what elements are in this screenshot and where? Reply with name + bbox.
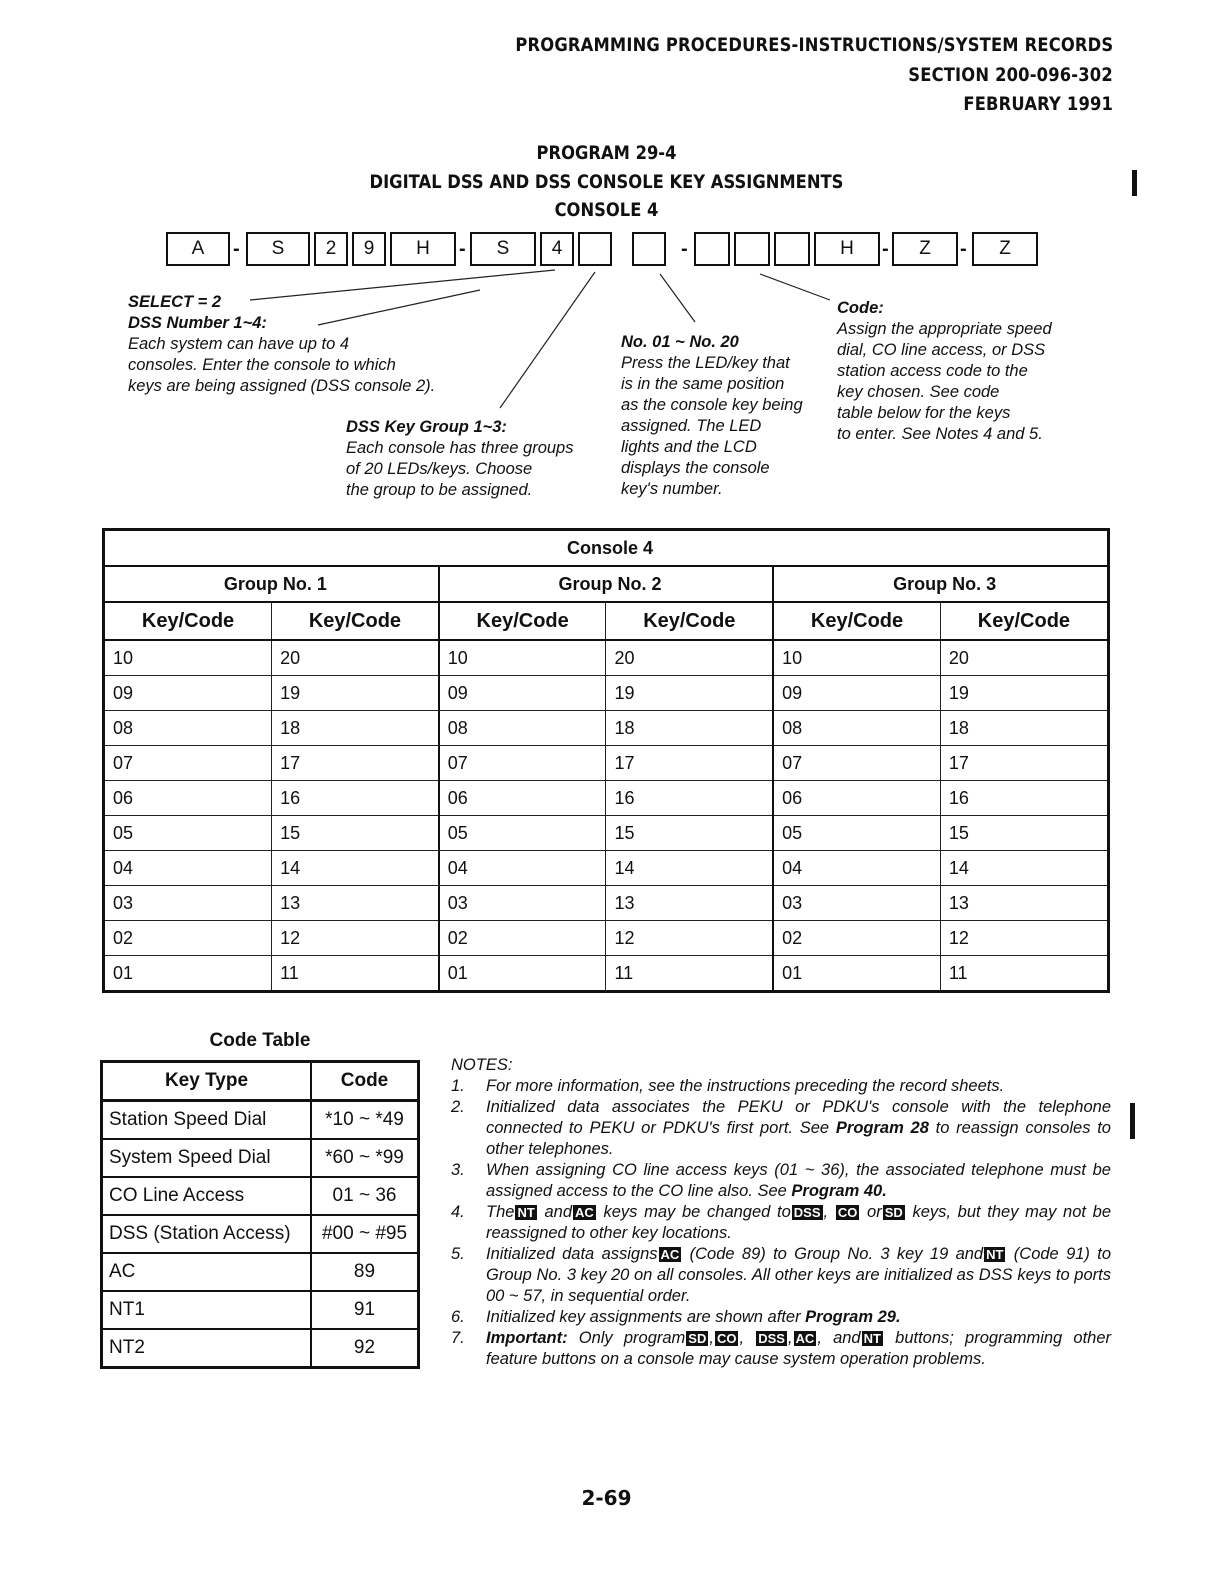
note-number: 2.	[451, 1098, 465, 1116]
table-row	[104, 640, 1109, 676]
code-leader-line	[760, 274, 830, 300]
table-cell: 10	[104, 640, 272, 676]
key-number-text: key's number.	[621, 480, 723, 498]
code-text: station access code to the	[837, 362, 1028, 380]
note-text: The	[486, 1203, 515, 1221]
nt-key-tag: NT	[863, 1331, 881, 1346]
program-subtitle: CONSOLE 4	[554, 199, 659, 221]
key-number-text: is in the same position	[621, 375, 785, 393]
key-number-title: No. 01 ~ No. 20	[621, 333, 739, 351]
note-text: keys, but they may not be reassigned to other key locations.	[486, 1203, 1112, 1242]
table-cell: 17	[606, 746, 773, 781]
table-cell: 04	[104, 851, 272, 886]
sequence-dash: -	[233, 238, 240, 260]
table-cell: 15	[272, 816, 439, 851]
table-cell: 18	[272, 711, 439, 746]
sequence-dash: -	[882, 238, 889, 260]
key-code-header: Key/Code	[272, 602, 439, 640]
table-row	[104, 781, 1109, 816]
note-text: (Code 89) to Group No. 3 key 19 and	[689, 1245, 984, 1263]
code-cell: 89	[311, 1253, 419, 1291]
key-code-header: Key/Code	[439, 602, 606, 640]
dss-number-text: consoles. Enter the console to which	[128, 356, 396, 374]
sequence-box: Z	[972, 232, 1038, 266]
header-section: SECTION 200-096-302	[908, 64, 1113, 86]
sequence-dash: -	[459, 238, 466, 260]
ac-key-tag: AC	[660, 1247, 680, 1262]
table-cell: 03	[773, 886, 940, 921]
group-text: Each console has three groups	[346, 439, 574, 457]
sequence-box: S	[246, 232, 310, 266]
dss-key-tag: DSS	[758, 1331, 785, 1346]
table-cell: 07	[439, 746, 606, 781]
key-number-text: assigned. The LED	[621, 417, 762, 435]
table-cell: 19	[606, 676, 773, 711]
key-code-header: Key/Code	[606, 602, 773, 640]
sequence-box: S	[470, 232, 536, 266]
group-callout	[346, 417, 606, 501]
note-program-ref: Program 40.	[791, 1182, 887, 1200]
page-number: 2-69	[581, 1486, 632, 1510]
sequence-box: H	[814, 232, 880, 266]
code-text: table below for the keys	[837, 404, 1011, 422]
table-cell: 05	[104, 816, 272, 851]
table-cell: 19	[940, 676, 1108, 711]
note-text: to reassign consoles to other telephones.	[486, 1119, 1111, 1158]
table-cell: 11	[606, 956, 773, 992]
key-type-cell: CO Line Access	[102, 1177, 312, 1215]
note-text: and	[544, 1203, 573, 1221]
table-cell: 16	[940, 781, 1108, 816]
sequence-box: Z	[892, 232, 958, 266]
note-item	[451, 1307, 1111, 1328]
table-cell: 13	[272, 886, 439, 921]
note-item	[451, 1076, 1111, 1097]
table-cell: 20	[272, 640, 439, 676]
table-cell: 07	[104, 746, 272, 781]
code-table-header: Code	[311, 1062, 419, 1101]
group-header: Group No. 3	[773, 566, 1108, 602]
sequence-box: 4	[540, 232, 574, 266]
note-program-ref: Program 28	[835, 1119, 929, 1137]
table-cell: 17	[272, 746, 439, 781]
key-type-cell: AC	[102, 1253, 312, 1291]
table-row	[104, 816, 1109, 851]
key-type-cell: NT1	[102, 1291, 312, 1329]
code-table-title: Code Table	[209, 1030, 311, 1051]
note-text: For more information, see the instructions preceding the record sheets.	[486, 1077, 1005, 1095]
key-type-cell: System Speed Dial	[102, 1139, 312, 1177]
table-cell: 15	[606, 816, 773, 851]
dss-number-text: Each system can have up to 4	[128, 335, 350, 353]
table-row	[104, 921, 1109, 956]
note-important: Important:	[486, 1329, 568, 1347]
note-program-ref: Program 29.	[805, 1308, 901, 1326]
table-cell: 12	[940, 921, 1108, 956]
select-label: SELECT = 2	[128, 293, 222, 311]
note-text: Initialized data associates the PEKU or PDKU's console with the telephone connected to PEKU or PDKU's first port. See	[486, 1098, 1111, 1137]
key-number-text: displays the console	[621, 459, 770, 477]
program-number: PROGRAM 29-4	[536, 142, 677, 164]
table-row	[102, 1291, 419, 1329]
sd-key-tag: SD	[884, 1205, 903, 1220]
note-item	[451, 1097, 1111, 1160]
key-type-cell: NT2	[102, 1329, 312, 1368]
code-title: Code:	[837, 299, 884, 317]
key-type-cell: DSS (Station Access)	[102, 1215, 312, 1253]
key-code-header: Key/Code	[773, 602, 940, 640]
code-text: Assign the appropriate speed	[837, 320, 1052, 338]
table-cell: 01	[104, 956, 272, 992]
table-cell: 19	[272, 676, 439, 711]
table-row	[102, 1215, 419, 1253]
header-line-1: PROGRAMMING PROCEDURES-INSTRUCTIONS/SYSTEM RECORDS	[514, 34, 1113, 56]
table-cell: 05	[439, 816, 606, 851]
sequence-box: A	[166, 232, 230, 266]
note-number: 7.	[451, 1329, 465, 1347]
note-text: When assigning CO line access keys (01 ~ 36), the associated telephone must be assigned access to the CO line also. See	[486, 1161, 1111, 1200]
table-cell: 10	[439, 640, 606, 676]
table-cell: 14	[272, 851, 439, 886]
table-row	[104, 746, 1109, 781]
table-cell: 18	[606, 711, 773, 746]
table-cell: 08	[104, 711, 272, 746]
code-cell: #00 ~ #95	[311, 1215, 419, 1253]
note-item	[451, 1244, 1111, 1307]
table-cell: 05	[773, 816, 940, 851]
table-cell: 12	[606, 921, 773, 956]
note-number: 1.	[451, 1077, 465, 1095]
key-number-text: lights and the LCD	[621, 438, 757, 456]
table-cell: 04	[773, 851, 940, 886]
dss-key-tag: DSS	[793, 1205, 821, 1220]
nt-key-tag: NT	[517, 1205, 535, 1220]
table-row	[102, 1139, 419, 1177]
table-cell: 14	[940, 851, 1108, 886]
group-leader-line	[500, 272, 595, 408]
table-cell: 14	[606, 851, 773, 886]
group-title: DSS Key Group 1~3:	[346, 418, 507, 436]
note-text: or	[867, 1203, 882, 1221]
table-row	[104, 956, 1109, 992]
code-callout	[837, 298, 1107, 445]
table-cell: 13	[940, 886, 1108, 921]
group-header: Group No. 1	[104, 566, 439, 602]
key-number-text: as the console key being	[621, 396, 803, 414]
table-cell: 10	[773, 640, 940, 676]
table-cell: 17	[940, 746, 1108, 781]
key-code-header: Key/Code	[104, 602, 272, 640]
table-row	[104, 886, 1109, 921]
console-table-body	[104, 640, 1109, 992]
table-cell: 06	[104, 781, 272, 816]
notes-title: NOTES:	[451, 1056, 513, 1074]
table-row	[102, 1101, 419, 1140]
table-row	[104, 851, 1109, 886]
key-number-text: Press the LED/key that	[621, 354, 790, 372]
table-cell: 11	[940, 956, 1108, 992]
ac-key-tag: AC	[575, 1205, 594, 1220]
note-text: buttons; programming other feature buttons on a console may cause system operation problems.	[486, 1329, 1111, 1368]
table-cell: 16	[272, 781, 439, 816]
table-cell: 16	[606, 781, 773, 816]
sequence-dash: -	[681, 238, 688, 260]
ac-key-tag: AC	[795, 1331, 815, 1346]
table-cell: 06	[439, 781, 606, 816]
note-text: Initialized key assignments are shown after	[486, 1308, 806, 1326]
sequence-box: H	[390, 232, 456, 266]
table-cell: 04	[439, 851, 606, 886]
code-cell: 91	[311, 1291, 419, 1329]
note-text: ,	[823, 1203, 829, 1221]
table-cell: 03	[439, 886, 606, 921]
sequence-dash: -	[960, 238, 967, 260]
table-cell: 06	[773, 781, 940, 816]
table-cell: 18	[940, 711, 1108, 746]
code-cell: *60 ~ *99	[311, 1139, 419, 1177]
program-title: DIGITAL DSS AND DSS CONSOLE KEY ASSIGNMENTS	[369, 171, 844, 193]
code-table-header: Key Type	[102, 1062, 312, 1101]
sequence-box: 9	[352, 232, 386, 266]
table-cell: 01	[439, 956, 606, 992]
key-number-leader-line	[660, 274, 695, 322]
table-cell: 12	[272, 921, 439, 956]
note-number: 5.	[451, 1245, 465, 1263]
key-code-header: Key/Code	[940, 602, 1108, 640]
code-table-body	[102, 1101, 419, 1368]
table-row	[104, 711, 1109, 746]
notes-section	[451, 1055, 1111, 1370]
code-text: dial, CO line access, or DSS	[837, 341, 1046, 359]
table-row	[104, 676, 1109, 711]
table-cell: 08	[773, 711, 940, 746]
note-number: 3.	[451, 1161, 465, 1179]
group-text: the group to be assigned.	[346, 481, 533, 499]
table-cell: 15	[940, 816, 1108, 851]
co-key-tag: CO	[837, 1205, 858, 1220]
table-cell: 02	[439, 921, 606, 956]
dss-number-title: DSS Number 1~4:	[128, 314, 267, 332]
note-text: keys may be changed to	[603, 1203, 791, 1221]
code-text: to enter. See Notes 4 and 5.	[837, 425, 1043, 443]
table-cell: 11	[272, 956, 439, 992]
sd-key-tag: SD	[688, 1331, 707, 1346]
note-text: , and	[817, 1329, 861, 1347]
console-table-caption: Console 4	[104, 530, 1109, 567]
table-cell: 08	[439, 711, 606, 746]
nt-key-tag: NT	[986, 1247, 1004, 1262]
table-cell: 20	[606, 640, 773, 676]
note-text: (Code 91) to Group No. 3 key 20 on all consoles. All other keys are initialized as DSS keys to ports 00 ~ 57, in sequential order.	[486, 1245, 1112, 1305]
note-number: 4.	[451, 1203, 465, 1221]
table-cell: 09	[104, 676, 272, 711]
sequence-box: 2	[314, 232, 348, 266]
table-row	[102, 1177, 419, 1215]
code-cell: 92	[311, 1329, 419, 1368]
table-cell: 01	[773, 956, 940, 992]
note-number: 6.	[451, 1308, 465, 1326]
table-cell: 03	[104, 886, 272, 921]
group-text: of 20 LEDs/keys. Choose	[346, 460, 533, 478]
dss-number-text: keys are being assigned (DSS console 2).	[128, 377, 436, 395]
note-item	[451, 1160, 1111, 1202]
co-key-tag: CO	[716, 1331, 737, 1346]
note-item: 7. Important: Only program SD , CO , DSS , AC , and NT buttons; programming other feature buttons on a console may cause system operation problems.	[451, 1329, 1111, 1368]
table-row	[102, 1329, 419, 1368]
table-cell: 02	[104, 921, 272, 956]
table-cell: 13	[606, 886, 773, 921]
note-item	[451, 1202, 1111, 1244]
table-row	[102, 1253, 419, 1291]
table-cell: 09	[439, 676, 606, 711]
table-cell: 02	[773, 921, 940, 956]
note-text: Only program	[567, 1329, 686, 1347]
revision-bar	[1130, 1103, 1135, 1139]
code-text: key chosen. See code	[837, 383, 1000, 401]
select-callout	[128, 292, 508, 397]
table-cell: 07	[773, 746, 940, 781]
code-table	[100, 1060, 420, 1369]
table-cell: 09	[773, 676, 940, 711]
key-type-cell: Station Speed Dial	[102, 1101, 312, 1140]
note-text: Initialized data assigns	[486, 1245, 658, 1263]
group-header: Group No. 2	[439, 566, 773, 602]
key-number-callout	[621, 332, 831, 500]
header-date: FEBRUARY 1991	[963, 93, 1113, 115]
console-table	[102, 528, 1110, 993]
code-cell: *10 ~ *49	[311, 1101, 419, 1140]
table-cell: 20	[940, 640, 1108, 676]
code-cell: 01 ~ 36	[311, 1177, 419, 1215]
